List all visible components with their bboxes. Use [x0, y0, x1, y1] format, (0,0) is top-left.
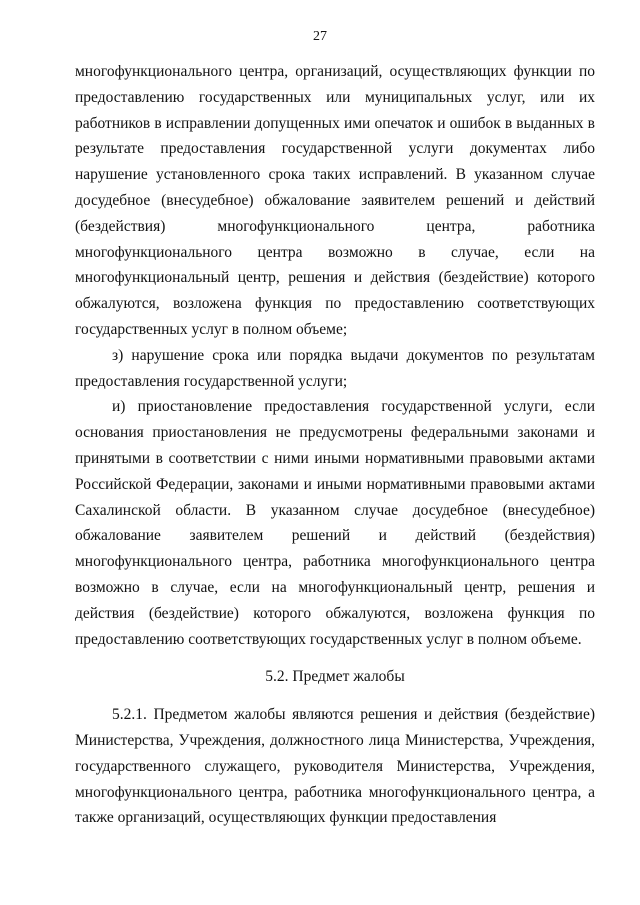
paragraph-item-i: и) приостановление предоставления государственной услуги, если основания приостановления не предусмотрены федеральными законами и принятыми в соответствии с ними иными нормативными правовыми актами Российской Федерации, законами и иными нормативными правовыми актами Сахалинской области. В указанном случае досудебное (внесудебное) обжалование заявителем решений и действий (бездействия) многофункционального центра, работника многофункционального центра возможно в случае, если на многофункциональный центр, решения и действия (бездействие) которого обжалуются, возложена функция по предоставлению соответствующих государственных услуг в полном объеме.: [75, 398, 595, 648]
paragraph-item-z: з) нарушение срока или порядка выдачи документов по результатам предоставления государственной услуги;: [75, 346, 595, 390]
section-heading: 5.2. Предмет жалобы: [265, 668, 405, 686]
document-body: [75, 59, 595, 831]
paragraph-continuation: многофункционального центра, организаций, осуществляющих функции по предоставлению государственных или муниципальных услуг, или их работников в исправлении допущенных ими опечаток и ошибок в выданных в результате предоставления государственной услуги документах либо нарушение установленного срока таких исправлений. В указанном случае досудебное (внесудебное) обжалование заявителем решений и действий (бездействия) многофункционального центра, работника многофункционального центра возможно в случае, если на многофункциональный центр, решения и действия (бездействие) которого обжалуются, возложена функция по предоставлению соответствующих государственных услуг в полном объеме;: [75, 63, 595, 338]
page-number: 27: [313, 29, 327, 44]
paragraph-5-2-1: 5.2.1. Предметом жалобы являются решения и действия (бездействие) Министерства, Учреждения, должностного лица Министерства, Учреждения, государственного служащего, руководителя Министерства, Учреждения, многофункционального центра, работника многофункционального центра, а также организаций, осуществляющих функции предоставления: [75, 706, 595, 827]
